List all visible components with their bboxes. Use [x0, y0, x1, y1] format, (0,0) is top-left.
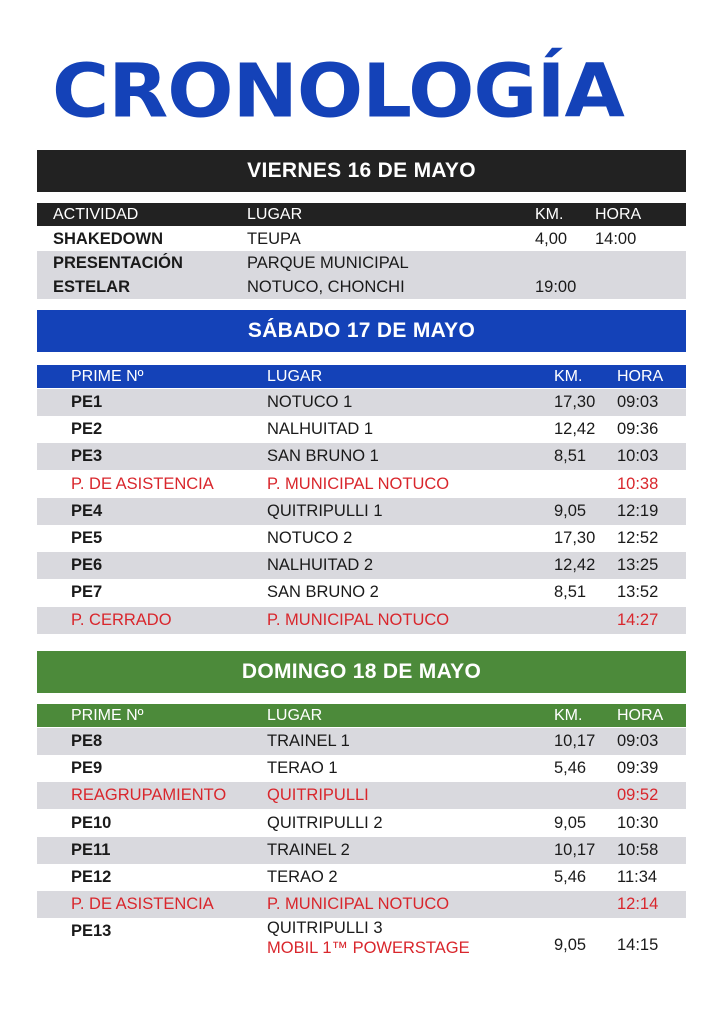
table-row: [37, 864, 686, 891]
time: 12:14: [617, 895, 659, 914]
stage-id: P. DE ASISTENCIA: [71, 895, 214, 914]
time: 09:39: [617, 759, 659, 778]
col-hora: HORA: [595, 206, 642, 223]
km: 9,05: [554, 501, 587, 520]
place: QUITRIPULLI 1: [267, 501, 383, 520]
stage-id: PE8: [71, 732, 103, 750]
place: SAN BRUNO 1: [267, 447, 379, 466]
table-row: [37, 607, 686, 634]
stage-id: PE4: [71, 501, 103, 520]
col-km: KM.: [554, 368, 583, 385]
time: 10:30: [617, 813, 659, 832]
table-row: [37, 579, 686, 606]
table-row: [37, 782, 686, 809]
table-row: [37, 416, 686, 443]
stage-id: PE5: [71, 529, 103, 547]
place: SAN BRUNO 2: [267, 583, 379, 602]
stage-id: PE2: [71, 420, 103, 439]
stage-id: REAGRUPAMIENTO: [71, 786, 227, 805]
time: 14:27: [617, 610, 659, 629]
place: TEUPA: [247, 230, 301, 248]
time: 12:19: [617, 501, 659, 520]
stage-id: PE10: [71, 813, 112, 832]
time: 12:52: [617, 529, 659, 547]
place: NOTUCO 1: [267, 393, 353, 411]
km: 10,17: [554, 840, 596, 859]
table-header: [37, 704, 686, 727]
place: TERAO 2: [267, 868, 338, 886]
table-row: [37, 755, 686, 782]
table-row: [37, 525, 686, 552]
stage-id: P. CERRADO: [71, 610, 172, 629]
table-row: [37, 251, 686, 299]
table-row: [37, 552, 686, 579]
day-band-domingo: DOMINGO 18 DE MAYO: [37, 651, 686, 693]
time: 09:03: [617, 393, 659, 411]
table-header: [37, 365, 686, 388]
time: 11:34: [617, 868, 658, 886]
km: 9,05: [554, 936, 587, 955]
place: QUITRIPULLI: [267, 786, 369, 805]
stage-id: PE6: [71, 556, 103, 575]
table-row: [37, 443, 686, 470]
col-actividad: ACTIVIDAD: [53, 206, 139, 223]
col-prime: PRIME Nº: [71, 368, 144, 385]
table-row: [37, 728, 686, 755]
place: QUITRIPULLI 3: [267, 919, 383, 938]
stage-id: PE13: [71, 922, 112, 941]
place: QUITRIPULLI 2: [267, 813, 383, 832]
table-row: [37, 471, 686, 498]
col-prime: PRIME Nº: [71, 707, 144, 724]
place: NALHUITAD 1: [267, 420, 374, 439]
activity: SHAKEDOWN: [53, 230, 163, 248]
time: 09:36: [617, 420, 659, 439]
table-row: [37, 389, 686, 416]
table-header: [37, 203, 686, 226]
col-lugar: LUGAR: [267, 368, 323, 385]
place: NALHUITAD 2: [267, 556, 374, 575]
place: TERAO 1: [267, 759, 338, 778]
place: P. MUNICIPAL NOTUCO: [267, 895, 450, 914]
stage-id: P. DE ASISTENCIA: [71, 474, 214, 493]
time: 14:15: [617, 936, 659, 955]
place: TRAINEL 2: [267, 840, 350, 859]
stage-id: PE7: [71, 583, 103, 602]
place: P. MUNICIPAL NOTUCO: [267, 474, 450, 493]
place: NOTUCO, CHONCHI: [247, 278, 405, 296]
km: 10,17: [554, 732, 596, 750]
stage-id: PE12: [71, 868, 112, 886]
day-band-sabado: SÁBADO 17 DE MAYO: [37, 310, 686, 352]
stage-id: PE9: [71, 759, 103, 778]
activity: ESTELAR: [53, 278, 131, 296]
powerstage-label: MOBIL 1™ POWERSTAGE: [267, 939, 470, 958]
table-row: [37, 891, 686, 918]
time: 13:25: [617, 556, 659, 575]
time: 14:00: [595, 230, 637, 248]
col-hora: HORA: [617, 368, 664, 385]
table-row: [37, 918, 686, 964]
km: 17,30: [554, 529, 596, 547]
place: P. MUNICIPAL NOTUCO: [267, 610, 450, 629]
col-hora: HORA: [617, 707, 664, 724]
table-row: [37, 810, 686, 837]
km: 17,30: [554, 393, 596, 411]
table-row: [37, 227, 686, 251]
place: TRAINEL 1: [267, 732, 350, 750]
col-lugar: LUGAR: [247, 206, 303, 223]
time: 13:52: [617, 583, 659, 602]
stage-id: PE3: [71, 447, 103, 466]
page-title: CRONOLOGÍA: [52, 49, 624, 135]
time: 09:03: [617, 732, 659, 750]
km: 8,51: [554, 447, 587, 466]
activity: PRESENTACIÓN: [53, 254, 183, 272]
km: 8,51: [554, 583, 587, 602]
time: 10:03: [617, 447, 659, 466]
time: 09:52: [617, 786, 659, 805]
km: 12,42: [554, 556, 596, 575]
col-lugar: LUGAR: [267, 707, 323, 724]
km: 5,46: [554, 868, 587, 886]
km: 4,00: [535, 230, 568, 248]
table-row: [37, 498, 686, 525]
km: 12,42: [554, 420, 596, 439]
place: NOTUCO 2: [267, 529, 353, 547]
col-km: KM.: [535, 206, 564, 223]
day-band-viernes: VIERNES 16 DE MAYO: [37, 150, 686, 192]
place: PARQUE MUNICIPAL: [247, 254, 409, 272]
time: 10:38: [617, 474, 659, 493]
km: 9,05: [554, 813, 587, 832]
stage-id: PE11: [71, 840, 111, 859]
km: 5,46: [554, 759, 587, 778]
table-row: [37, 837, 686, 864]
col-km: KM.: [554, 707, 583, 724]
time: 19:00: [535, 278, 577, 296]
time: 10:58: [617, 840, 659, 859]
stage-id: PE1: [71, 393, 103, 411]
